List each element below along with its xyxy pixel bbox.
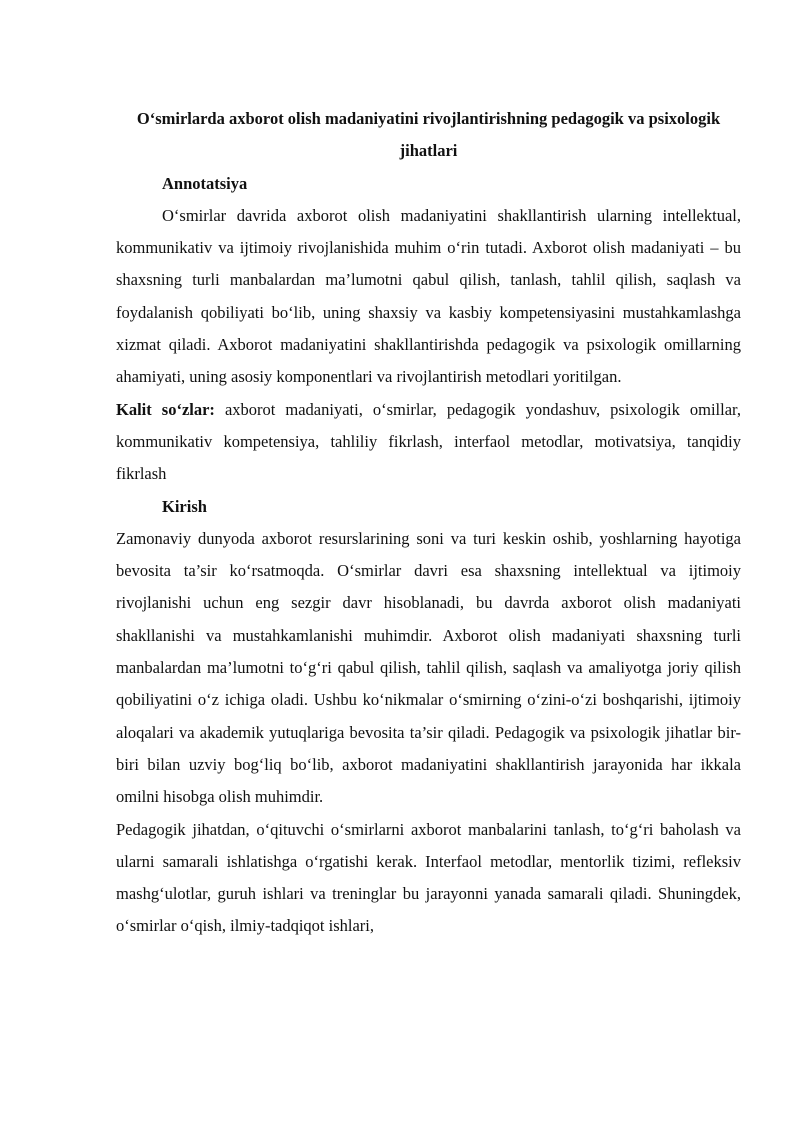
keywords-label: Kalit so‘zlar:: [116, 399, 215, 419]
introduction-paragraph-1: Zamonaviy dunyoda axborot resurslarining soni va turi keskin oshib, yoshlarning hayotiga bevosita ta’sir ko‘rsatmoqda. O‘smirlar davri esa shaxsning intellektual va ijtimoiy rivojlanishi uchun eng sezgir davr hisoblanadi, bu davrda axborot olish madaniyati shakllanishi va mustahkamlanishi muhimdir. Axborot olish madaniyati shaxsning turli manbalardan ma’lumotni to‘g‘ri qabul qilish, tahlil qilish, saqlash va amaliyotga joriy qilish qobiliyatini o‘z ichiga oladi. Ushbu ko‘nikmalar o‘smirning o‘zini-o‘zi boshqarishi, ijtimoiy aloqalari va akademik yutuqlariga bevosita ta’sir qiladi. Pedagogik va psixologik jihatlar bir-biri bilan uzviy bog‘liq bo‘lib, axborot madaniyatini shakllantirish jarayonida har ikkala omilni hisobga olish muhimdir.: [116, 528, 741, 807]
introduction-heading: Kirish: [162, 496, 207, 516]
keywords-paragraph: [116, 394, 741, 491]
introduction-paragraph-2: Pedagogik jihatdan, o‘qituvchi o‘smirlarni axborot manbalarini tanlash, to‘g‘ri baholash va ularni samarali ishlatishga o‘rgatishi kerak. Interfaol metodlar, mentorlik tizimi, refleksiv mashg‘ulotlar, guruh ishlari va treninglar bu jarayonni yanada samarali qiladi. Shuningdek, o‘smirlar o‘qish, ilmiy-tadqiqot ishlari,: [116, 819, 741, 936]
paper-title: O‘smirlarda axborot olish madaniyatini rivojlantirishning pedagogik va psixologik jihatlari: [136, 109, 721, 161]
annotation-text: O‘smirlar davrida axborot olish madaniyatini shakllantirish ularning intellektual, kommunikativ va ijtimoiy rivojlanishida muhim o‘rin tutadi. Axborot olish madaniyati – bu shaxsning turli manbalardan ma’lumotni qabul qilish, tanlash, tahlil qilish, saqlash va foydalanish qobiliyati bo‘lib, uning shaxsiy va kasbiy kompetensiyasini mustahkamlashga xizmat qiladi. Axborot madaniyatini shakllantirishda pedagogik va psixologik omillarning ahamiyati, uning asosiy komponentlari va rivojlantirish metodlari yoritilgan.: [116, 205, 741, 387]
keywords-text: axborot madaniyati, o‘smirlar, pedagogik yondashuv, psixologik omillar, kommunikativ kompetensiya, tahliliy fikrlash, interfaol metodlar, motivatsiya, tanqidiy fikrlash: [116, 399, 741, 484]
document-page: [116, 103, 741, 943]
annotation-heading: Annotatsiya: [162, 173, 248, 193]
